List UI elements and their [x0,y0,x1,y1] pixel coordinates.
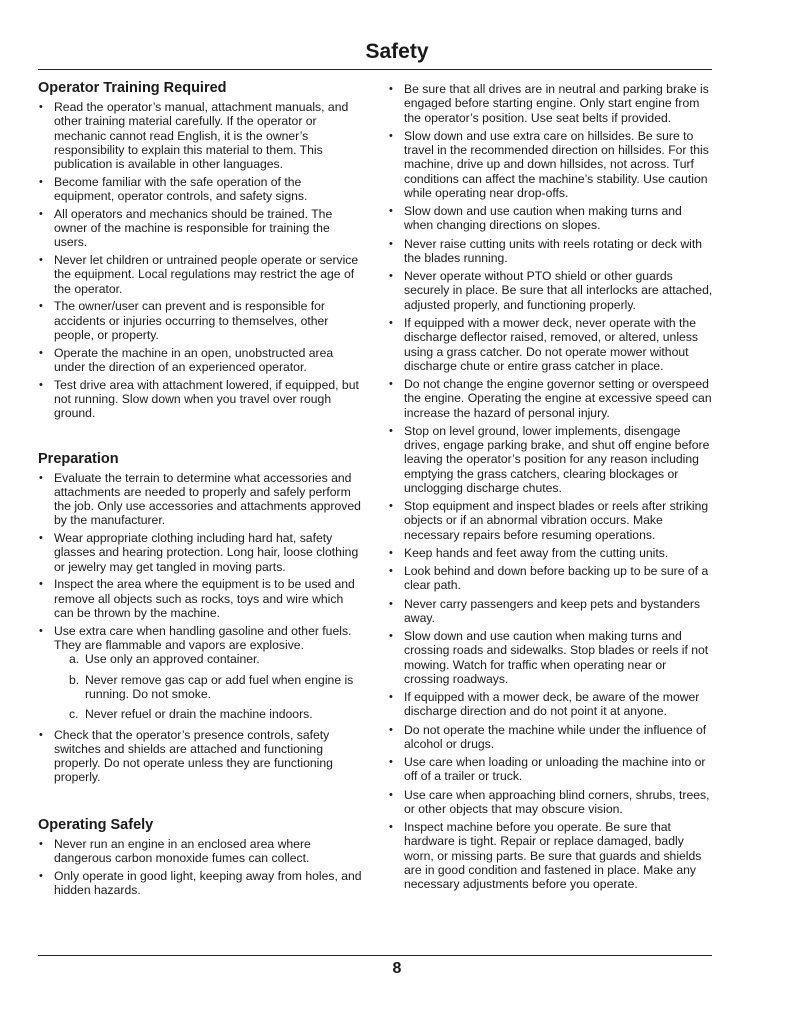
list-item: • Never run an engine in an enclosed area where dangerous carbon monoxide fumes can collect. [38,837,363,866]
list-item: • Look behind and down before backing up to be sure of a clear path. [388,564,714,593]
list-item: • Never raise cutting units with reels rotating or deck with the blades running. [388,237,714,266]
list-item-fuel [38,624,363,722]
list-item: • Inspect the area where the equipment is to be used and remove all objects such as rocks, toys and wire which can be thrown by the machine. [38,577,363,620]
list-item: • Use care when loading or unloading the machine into or off of a trailer or truck. [388,755,714,784]
list-item: • Only operate in good light, keeping away from holes, and hidden hazards. [38,869,363,898]
list-item: • Check that the operator’s presence controls, safety switches and shields are attached and functioning properly. Do not operate unless they are functioning properly. [38,728,363,785]
list-item: • All operators and mechanics should be trained. The owner of the machine is responsible for training the users. [38,207,363,250]
list-item: • Wear appropriate clothing including hard hat, safety glasses and hearing protection. Long hair, loose clothing or jewelry may get tangled in moving parts. [38,531,363,574]
list-item: • Inspect machine before you operate. Be sure that hardware is tight. Repair or replace damaged, badly worn, or missing parts. Be sure that guards and shields are in good condition and fastened in place. Make any necessary adjustments before you operate. [388,820,714,891]
operator-training-list [38,100,363,421]
preparation-list [38,471,363,785]
list-item: • Do not operate the machine while under the influence of alcohol or drugs. [388,723,714,752]
sub-list-item [54,707,363,721]
list-item: • Stop equipment and inspect blades or reels after striking objects or if an abnormal vibration occurs. Make necessary repairs before resuming operations. [388,499,714,542]
page-title: Safety [365,40,429,63]
right-column [388,82,714,895]
list-item: • Never carry passengers and keep pets and bystanders away. [388,597,714,626]
sub-item-text: Never remove gas cap or add fuel when engine is running. Do not smoke. [85,672,354,701]
list-item: • Slow down and use caution when making turns and when changing directions on slopes. [388,204,714,233]
section-heading-operating-safely: Operating Safely [38,816,154,833]
list-item: • The owner/user can prevent and is responsible for accidents or injuries occurring to themselves, other people, or property. [38,299,363,342]
sub-item-marker: b. [69,672,80,687]
operating-safely-continued-list [388,82,714,892]
list-item: • Use care when approaching blind corners, shrubs, trees, or other objects that may obscure vision. [388,788,714,817]
list-item: • Keep hands and feet away from the cutting units. [388,546,714,560]
sub-item-marker: a. [69,652,80,667]
sub-item-text: Use only an approved container. [85,652,260,667]
list-item: • Be sure that all drives are in neutral and parking brake is engaged before starting engine. Only start engine from the operator’s position. Use seat belts if provided. [388,82,714,125]
list-item: • If equipped with a mower deck, be aware of the mower discharge direction and do not point it at anyone. [388,690,714,719]
list-item: • Never operate without PTO shield or other guards securely in place. Be sure that all interlocks are attached, adjusted properly, and functioning properly. [388,269,714,312]
operating-safely-list [38,837,363,898]
header-divider [38,69,712,70]
list-item: • Read the operator’s manual, attachment manuals, and other training material carefully. If the operator or mechanic cannot read English, it is the owner’s responsibility to explain this material to them. This publication is available in other languages. [38,100,363,171]
list-item: • Stop on level ground, lower implements, disengage drives, engage parking brake, and shut off engine before leaving the operator’s position for any reason including emptying the grass catchers, clearing blockages or unclogging discharge chutes. [388,424,714,495]
list-item: • Evaluate the terrain to determine what accessories and attachments are needed to properly and safely perform the job. Only use accessories and attachments approved by the manufacturer. [38,471,363,528]
section-heading-preparation: Preparation [38,450,119,467]
sub-item-marker: c. [69,707,79,722]
list-item: • If equipped with a mower deck, never operate with the discharge deflector raised, removed, or altered, unless using a grass catcher. Do not operate mower without discharge chute or entire grass catcher in place. [388,316,714,373]
list-item: • Test drive area with attachment lowered, if equipped, but not running. Slow down when you travel over rough ground. [38,378,363,421]
sub-list-item [54,652,363,666]
sub-list-item [54,673,363,702]
section-heading-operator-training: Operator Training Required [38,80,227,96]
list-item: • Operate the machine in an open, unobstructed area under the direction of an experienced operator. [38,346,363,375]
page-number: 8 [392,960,402,977]
list-item: • Slow down and use extra care on hillsides. Be sure to travel in the recommended direction on hillsides. For this machine, drive up and down hillsides, not across. Turf conditions can affect the machine’s stability. Use caution while operating near drop-offs. [388,129,714,200]
fuel-item-text: Use extra care when handling gasoline and other fuels. They are flammable and vapors are explosive. [54,623,352,653]
list-item: • Never let children or untrained people operate or service the equipment. Local regulations may restrict the age of the operator. [38,253,363,296]
list-item: • Slow down and use caution when making turns and crossing roads and sidewalks. Stop blades or reels if not mowing. Watch for traffic when operating near or crossing roadways. [388,629,714,686]
list-item: • Become familiar with the safe operation of the equipment, operator controls, and safety signs. [38,175,363,204]
left-column [38,80,363,901]
list-item: • Do not change the engine governor setting or overspeed the engine. Operating the engine at excessive speed can increase the hazard of personal injury. [388,377,714,420]
sub-item-text: Never refuel or drain the machine indoors. [85,707,313,722]
section-operator-training [38,80,363,421]
fuel-sub-list [54,652,363,721]
section-preparation [38,451,363,785]
section-operating-safely [38,817,363,898]
footer-divider [38,955,712,956]
